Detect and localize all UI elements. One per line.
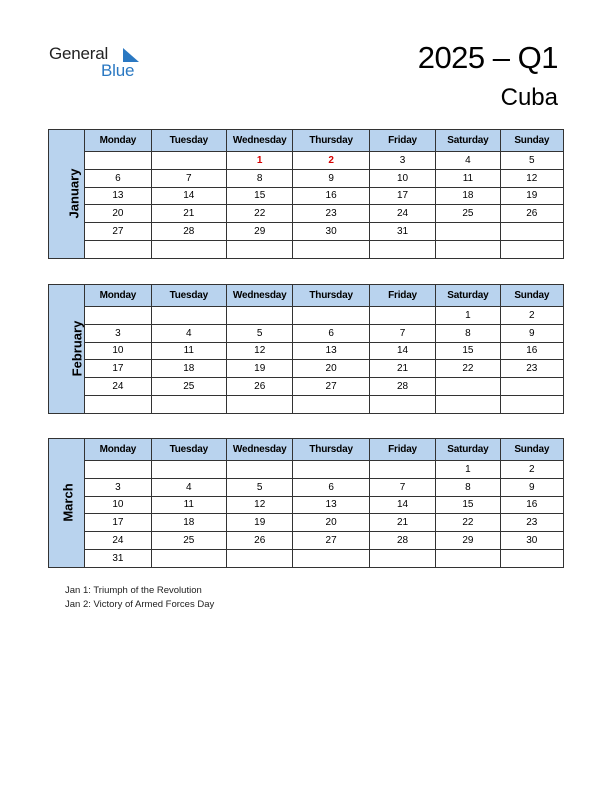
day-cell (500, 395, 563, 413)
holiday-note: Jan 2: Victory of Armed Forces Day (65, 599, 215, 610)
month-block-january (48, 129, 564, 259)
day-cell: 17 (369, 187, 435, 205)
day-cell: 8 (436, 478, 500, 496)
day-cell (151, 549, 226, 567)
day-cell: 13 (293, 496, 369, 514)
day-cell: 24 (85, 532, 151, 550)
day-cell: 25 (151, 378, 226, 396)
day-cell: 1 (227, 152, 293, 170)
weekday-header: Tuesday (151, 285, 226, 307)
day-cell: 28 (151, 223, 226, 241)
day-cell: 8 (227, 169, 293, 187)
day-cell (293, 240, 369, 258)
day-cell: 19 (227, 514, 293, 532)
day-cell: 23 (500, 514, 563, 532)
day-cell: 4 (151, 324, 226, 342)
day-cell: 16 (500, 496, 563, 514)
week-row (49, 152, 564, 170)
day-cell (227, 461, 293, 479)
day-cell (293, 549, 369, 567)
day-cell (436, 240, 500, 258)
day-cell: 18 (436, 187, 500, 205)
day-cell (227, 240, 293, 258)
day-cell (369, 307, 435, 325)
day-cell: 17 (85, 514, 151, 532)
weekday-header: Sunday (500, 439, 563, 461)
weekday-header: Wednesday (227, 439, 293, 461)
weekday-header: Friday (369, 285, 435, 307)
week-row (49, 187, 564, 205)
day-cell: 22 (227, 205, 293, 223)
week-row (49, 514, 564, 532)
weekday-header: Saturday (436, 130, 500, 152)
day-cell: 6 (293, 478, 369, 496)
page-title: 2025 – Q1 (417, 40, 558, 75)
day-cell: 1 (436, 307, 500, 325)
day-cell: 4 (436, 152, 500, 170)
week-row (49, 360, 564, 378)
day-cell (293, 307, 369, 325)
day-cell: 18 (151, 360, 226, 378)
weekday-header: Wednesday (227, 130, 293, 152)
weekday-header: Tuesday (151, 439, 226, 461)
day-cell: 25 (436, 205, 500, 223)
month-name: February (69, 321, 85, 377)
day-cell: 5 (500, 152, 563, 170)
weekday-header: Friday (369, 439, 435, 461)
day-cell (85, 461, 151, 479)
week-row (49, 324, 564, 342)
day-cell (151, 307, 226, 325)
day-cell: 1 (436, 461, 500, 479)
logo-general-text: General (49, 44, 109, 63)
day-cell: 6 (85, 169, 151, 187)
day-cell: 12 (227, 342, 293, 360)
month-name: January (66, 168, 82, 219)
day-cell: 15 (436, 496, 500, 514)
weekday-header: Tuesday (151, 130, 226, 152)
day-cell: 8 (436, 324, 500, 342)
week-row (49, 532, 564, 550)
day-cell (436, 395, 500, 413)
day-cell: 12 (500, 169, 563, 187)
month-label-cell (49, 130, 85, 259)
day-cell: 26 (500, 205, 563, 223)
day-cell: 20 (293, 514, 369, 532)
day-cell: 5 (227, 478, 293, 496)
day-cell: 2 (293, 152, 369, 170)
day-cell (500, 223, 563, 241)
day-cell: 24 (369, 205, 435, 223)
weekday-header-row (49, 130, 564, 152)
month-block-february (48, 284, 564, 414)
month-block-march (48, 438, 564, 568)
week-row (49, 478, 564, 496)
week-row (49, 549, 564, 567)
day-cell: 19 (500, 187, 563, 205)
weekday-header: Wednesday (227, 285, 293, 307)
day-cell: 4 (151, 478, 226, 496)
weekday-header: Friday (369, 130, 435, 152)
day-cell: 27 (85, 223, 151, 241)
day-cell (151, 395, 226, 413)
day-cell: 22 (436, 360, 500, 378)
weekday-header: Saturday (436, 439, 500, 461)
day-cell: 12 (227, 496, 293, 514)
weekday-header: Thursday (293, 285, 369, 307)
day-cell: 26 (227, 532, 293, 550)
day-cell (369, 240, 435, 258)
day-cell: 24 (85, 378, 151, 396)
month-label-cell (49, 285, 85, 414)
day-cell: 29 (436, 532, 500, 550)
day-cell: 14 (369, 496, 435, 514)
weekday-header: Sunday (500, 285, 563, 307)
day-cell: 25 (151, 532, 226, 550)
day-cell: 3 (85, 478, 151, 496)
day-cell: 9 (500, 324, 563, 342)
day-cell: 19 (227, 360, 293, 378)
day-cell (436, 549, 500, 567)
weekday-header-row (49, 439, 564, 461)
day-cell: 2 (500, 461, 563, 479)
day-cell: 26 (227, 378, 293, 396)
month-table (48, 438, 564, 568)
day-cell (85, 240, 151, 258)
day-cell: 28 (369, 532, 435, 550)
day-cell: 14 (151, 187, 226, 205)
day-cell (500, 549, 563, 567)
month-table (48, 129, 564, 259)
day-cell (369, 461, 435, 479)
day-cell: 7 (369, 324, 435, 342)
holiday-notes (65, 584, 214, 612)
day-cell: 27 (293, 378, 369, 396)
day-cell: 11 (436, 169, 500, 187)
week-row (49, 461, 564, 479)
day-cell: 15 (436, 342, 500, 360)
day-cell: 21 (369, 514, 435, 532)
day-cell (151, 461, 226, 479)
day-cell: 7 (369, 478, 435, 496)
day-cell (436, 223, 500, 241)
week-row (49, 223, 564, 241)
day-cell: 30 (293, 223, 369, 241)
day-cell (436, 378, 500, 396)
day-cell: 10 (369, 169, 435, 187)
day-cell (85, 152, 151, 170)
month-table (48, 284, 564, 414)
week-row (49, 342, 564, 360)
day-cell: 3 (369, 152, 435, 170)
week-row (49, 169, 564, 187)
day-cell: 28 (369, 378, 435, 396)
day-cell: 10 (85, 342, 151, 360)
day-cell: 6 (293, 324, 369, 342)
weekday-header: Monday (85, 285, 151, 307)
weekday-header: Monday (85, 439, 151, 461)
day-cell: 21 (151, 205, 226, 223)
week-row (49, 307, 564, 325)
day-cell: 23 (500, 360, 563, 378)
holiday-note: Jan 1: Triumph of the Revolution (65, 585, 202, 596)
day-cell: 16 (293, 187, 369, 205)
day-cell (293, 395, 369, 413)
day-cell: 31 (369, 223, 435, 241)
day-cell (500, 240, 563, 258)
day-cell: 16 (500, 342, 563, 360)
day-cell: 20 (85, 205, 151, 223)
country-name: Cuba (500, 84, 558, 111)
day-cell: 18 (151, 514, 226, 532)
day-cell: 31 (85, 549, 151, 567)
day-cell: 14 (369, 342, 435, 360)
weekday-header: Saturday (436, 285, 500, 307)
day-cell: 9 (293, 169, 369, 187)
day-cell: 22 (436, 514, 500, 532)
logo-blue-text: Blue (101, 61, 135, 80)
day-cell: 9 (500, 478, 563, 496)
day-cell: 11 (151, 342, 226, 360)
week-row (49, 378, 564, 396)
day-cell: 2 (500, 307, 563, 325)
day-cell: 29 (227, 223, 293, 241)
day-cell (227, 549, 293, 567)
day-cell: 5 (227, 324, 293, 342)
day-cell: 11 (151, 496, 226, 514)
week-row (49, 240, 564, 258)
day-cell: 20 (293, 360, 369, 378)
week-row (49, 395, 564, 413)
day-cell (85, 395, 151, 413)
day-cell: 3 (85, 324, 151, 342)
day-cell: 10 (85, 496, 151, 514)
day-cell: 27 (293, 532, 369, 550)
weekday-header: Sunday (500, 130, 563, 152)
day-cell: 13 (293, 342, 369, 360)
day-cell: 13 (85, 187, 151, 205)
day-cell: 30 (500, 532, 563, 550)
day-cell: 23 (293, 205, 369, 223)
day-cell: 21 (369, 360, 435, 378)
week-row (49, 205, 564, 223)
day-cell (500, 378, 563, 396)
weekday-header: Monday (85, 130, 151, 152)
weekday-header: Thursday (293, 439, 369, 461)
day-cell (85, 307, 151, 325)
day-cell (151, 240, 226, 258)
day-cell (369, 395, 435, 413)
weekday-header: Thursday (293, 130, 369, 152)
day-cell: 17 (85, 360, 151, 378)
day-cell (227, 307, 293, 325)
day-cell (151, 152, 226, 170)
day-cell: 7 (151, 169, 226, 187)
day-cell (227, 395, 293, 413)
day-cell (369, 549, 435, 567)
generalblue-logo (49, 44, 149, 84)
month-name: March (60, 483, 76, 523)
week-row (49, 496, 564, 514)
day-cell (293, 461, 369, 479)
day-cell: 15 (227, 187, 293, 205)
month-label-cell (49, 439, 85, 568)
weekday-header-row (49, 285, 564, 307)
